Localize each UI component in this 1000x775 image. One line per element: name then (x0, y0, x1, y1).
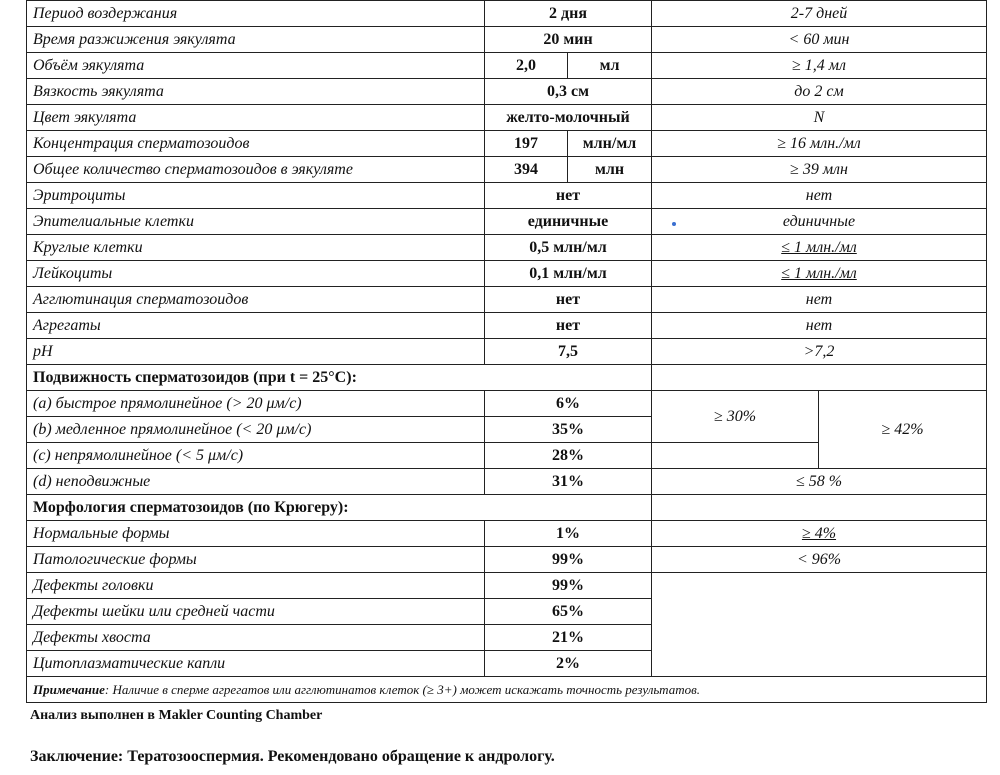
table-row (27, 391, 987, 417)
empty-cell (652, 365, 987, 391)
table-row (27, 469, 987, 495)
param-unit: мл (568, 53, 652, 79)
param-reference: < 60 мин (652, 27, 987, 53)
param-reference: ≥ 39 млн (652, 157, 987, 183)
param-value: 31% (485, 469, 652, 495)
table-row (27, 287, 987, 313)
table-row (27, 339, 987, 365)
param-value: 28% (485, 443, 652, 469)
param-name: Эпителиальные клетки (27, 209, 485, 235)
table-row (27, 573, 987, 599)
param-name: Вязкость эякулята (27, 79, 485, 105)
param-name: Концентрация сперматозоидов (27, 131, 485, 157)
empty-cell (652, 443, 819, 469)
param-value: единичные (485, 209, 652, 235)
param-reference: ≥ 4% (652, 521, 987, 547)
table-row (27, 131, 987, 157)
param-value: желто-молочный (485, 105, 652, 131)
param-name: Дефекты головки (27, 573, 485, 599)
param-name: Нормальные формы (27, 521, 485, 547)
param-value: 0,1 млн/мл (485, 261, 652, 287)
param-reference: ≥ 16 млн./мл (652, 131, 987, 157)
param-reference: ≥ 30% (652, 391, 819, 443)
param-reference: ≤ 58 % (652, 469, 987, 495)
table-row (27, 53, 987, 79)
param-name: Объём эякулята (27, 53, 485, 79)
param-name: Период воздержания (27, 1, 485, 27)
morphology-section-title: Морфология сперматозоидов (по Крюгеру): (27, 495, 652, 521)
param-name: (d) неподвижные (27, 469, 485, 495)
param-name: Цитоплазматические капли (27, 651, 485, 677)
table-row (27, 261, 987, 287)
param-value: 0,5 млн/мл (485, 235, 652, 261)
table-row (27, 547, 987, 573)
table-row (27, 105, 987, 131)
param-name: Время разжижения эякулята (27, 27, 485, 53)
param-name: Цвет эякулята (27, 105, 485, 131)
param-value: нет (485, 313, 652, 339)
blue-dot-mark (672, 222, 676, 226)
param-reference: до 2 см (652, 79, 987, 105)
param-value: 6% (485, 391, 652, 417)
param-name: (b) медленное прямолинейное (< 20 μм/с) (27, 417, 485, 443)
param-value: нет (485, 287, 652, 313)
param-value: 2% (485, 651, 652, 677)
param-reference: нет (652, 183, 987, 209)
param-reference: N (652, 105, 987, 131)
param-value: 197 (485, 131, 568, 157)
param-value: 99% (485, 547, 652, 573)
param-name: Круглые клетки (27, 235, 485, 261)
param-name: Эритроциты (27, 183, 485, 209)
section-header-row (27, 495, 987, 521)
table-row (27, 27, 987, 53)
semen-analysis-table (26, 0, 987, 703)
param-name: Агрегаты (27, 313, 485, 339)
param-value: 99% (485, 573, 652, 599)
param-value: 2,0 (485, 53, 568, 79)
param-reference: ≥ 1,4 мл (652, 53, 987, 79)
param-name: Лейкоциты (27, 261, 485, 287)
param-value: 35% (485, 417, 652, 443)
note-text: : Наличие в сперме агрегатов или агглютинатов клеток (≥ 3+) может искажать точность результатов. (104, 681, 701, 697)
note-cell (27, 677, 987, 703)
note-label: Примечание (33, 681, 105, 697)
table-row (27, 313, 987, 339)
param-reference: >7,2 (652, 339, 987, 365)
note-row (27, 677, 987, 703)
table-row (27, 209, 987, 235)
param-value: 2 дня (485, 1, 652, 27)
empty-cell (652, 573, 987, 677)
param-name: Общее количество сперматозоидов в эякуляте (27, 157, 485, 183)
param-reference: нет (652, 287, 987, 313)
param-value: 7,5 (485, 339, 652, 365)
conclusion: Заключение: Тератозооспермия. Рекомендовано обращение к андрологу. (30, 748, 555, 765)
table-row (27, 157, 987, 183)
table-row (27, 183, 987, 209)
param-reference: < 96% (652, 547, 987, 573)
param-unit: млн (568, 157, 652, 183)
param-value: 65% (485, 599, 652, 625)
param-value: нет (485, 183, 652, 209)
table-row (27, 235, 987, 261)
param-name: Патологические формы (27, 547, 485, 573)
param-value: 394 (485, 157, 568, 183)
param-value: 20 мин (485, 27, 652, 53)
param-value: 21% (485, 625, 652, 651)
param-name: Агглютинация сперматозоидов (27, 287, 485, 313)
param-name: (c) непрямолинейное (< 5 μм/с) (27, 443, 485, 469)
param-name: Дефекты шейки или средней части (27, 599, 485, 625)
param-reference: ≤ 1 млн./мл (652, 235, 987, 261)
empty-cell (652, 495, 987, 521)
param-reference: 2-7 дней (652, 1, 987, 27)
param-unit: млн/мл (568, 131, 652, 157)
param-value: 0,3 см (485, 79, 652, 105)
param-value: 1% (485, 521, 652, 547)
table-row (27, 79, 987, 105)
param-reference: ≤ 1 млн./мл (652, 261, 987, 287)
param-reference: нет (652, 313, 987, 339)
section-header-row (27, 365, 987, 391)
param-name: (a) быстрое прямолинейное (> 20 μм/с) (27, 391, 485, 417)
param-name: Дефекты хвоста (27, 625, 485, 651)
param-name: pH (27, 339, 485, 365)
param-reference: единичные (652, 209, 987, 235)
table-row (27, 521, 987, 547)
chamber-note: Анализ выполнен в Makler Counting Chamber (30, 708, 323, 723)
param-reference: ≥ 42% (819, 391, 987, 469)
table-row (27, 1, 987, 27)
motility-section-title: Подвижность сперматозоидов (при t = 25°C): (27, 365, 652, 391)
